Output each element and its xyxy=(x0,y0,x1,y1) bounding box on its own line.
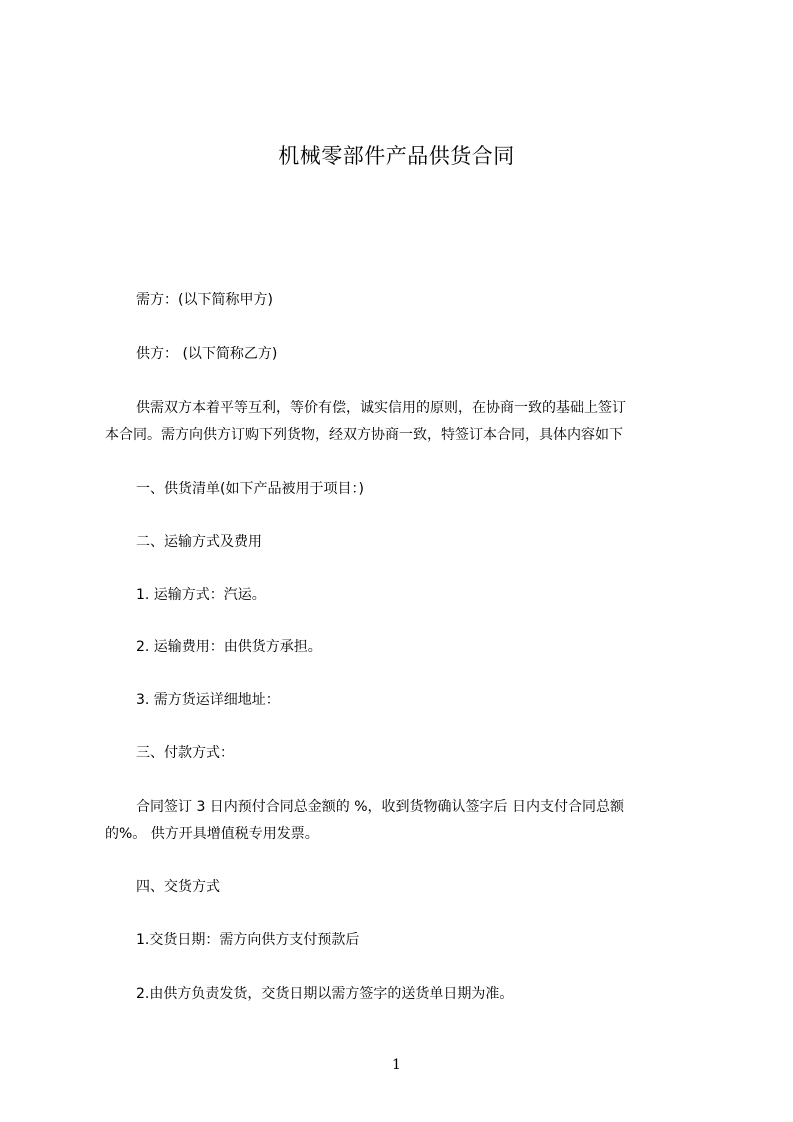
payment-line-1: 合同签订 3 日内预付合同总金额的 %，收到货物确认签字后 日内支付合同总额 xyxy=(136,799,625,815)
payment-paragraph xyxy=(105,794,705,848)
section-4-heading: 四、交货方式 xyxy=(136,879,220,895)
preamble-paragraph xyxy=(105,395,705,449)
section-2-heading: 二、运输方式及费用 xyxy=(136,534,262,550)
section-4-item-2: 2.由供方负责发货，交货日期以需方签字的送货单日期为准。 xyxy=(136,986,514,1002)
preamble-line-1: 供需双方本着平等互利，等价有偿，诚实信用的原则，在协商一致的基础上签订 xyxy=(136,400,626,416)
section-2-item-1: 1. 运输方式：汽运。 xyxy=(136,587,266,603)
buyer-line: 需方：(以下简称甲方) xyxy=(136,292,273,308)
page-number: 1 xyxy=(392,1057,401,1073)
section-2-item-3: 3. 需方货运详细地址： xyxy=(136,692,280,708)
section-3-heading: 三、付款方式： xyxy=(136,745,234,761)
payment-line-2: 的%。 供方开具增值税专用发票。 xyxy=(105,826,319,842)
supplier-line: 供方： (以下简称乙方) xyxy=(136,346,278,362)
document-title: 机械零部件产品供货合同 xyxy=(278,144,515,168)
preamble-line-2: 本合同。需方向供方订购下列货物，经双方协商一致，特签订本合同，具体内容如下 xyxy=(105,427,623,443)
section-1-heading: 一、供货清单(如下产品被用于项目：) xyxy=(136,481,364,497)
section-4-item-1: 1.交货日期：需方向供方支付预款后 xyxy=(136,932,360,948)
section-2-item-2: 2. 运输费用：由供货方承担。 xyxy=(136,639,322,655)
